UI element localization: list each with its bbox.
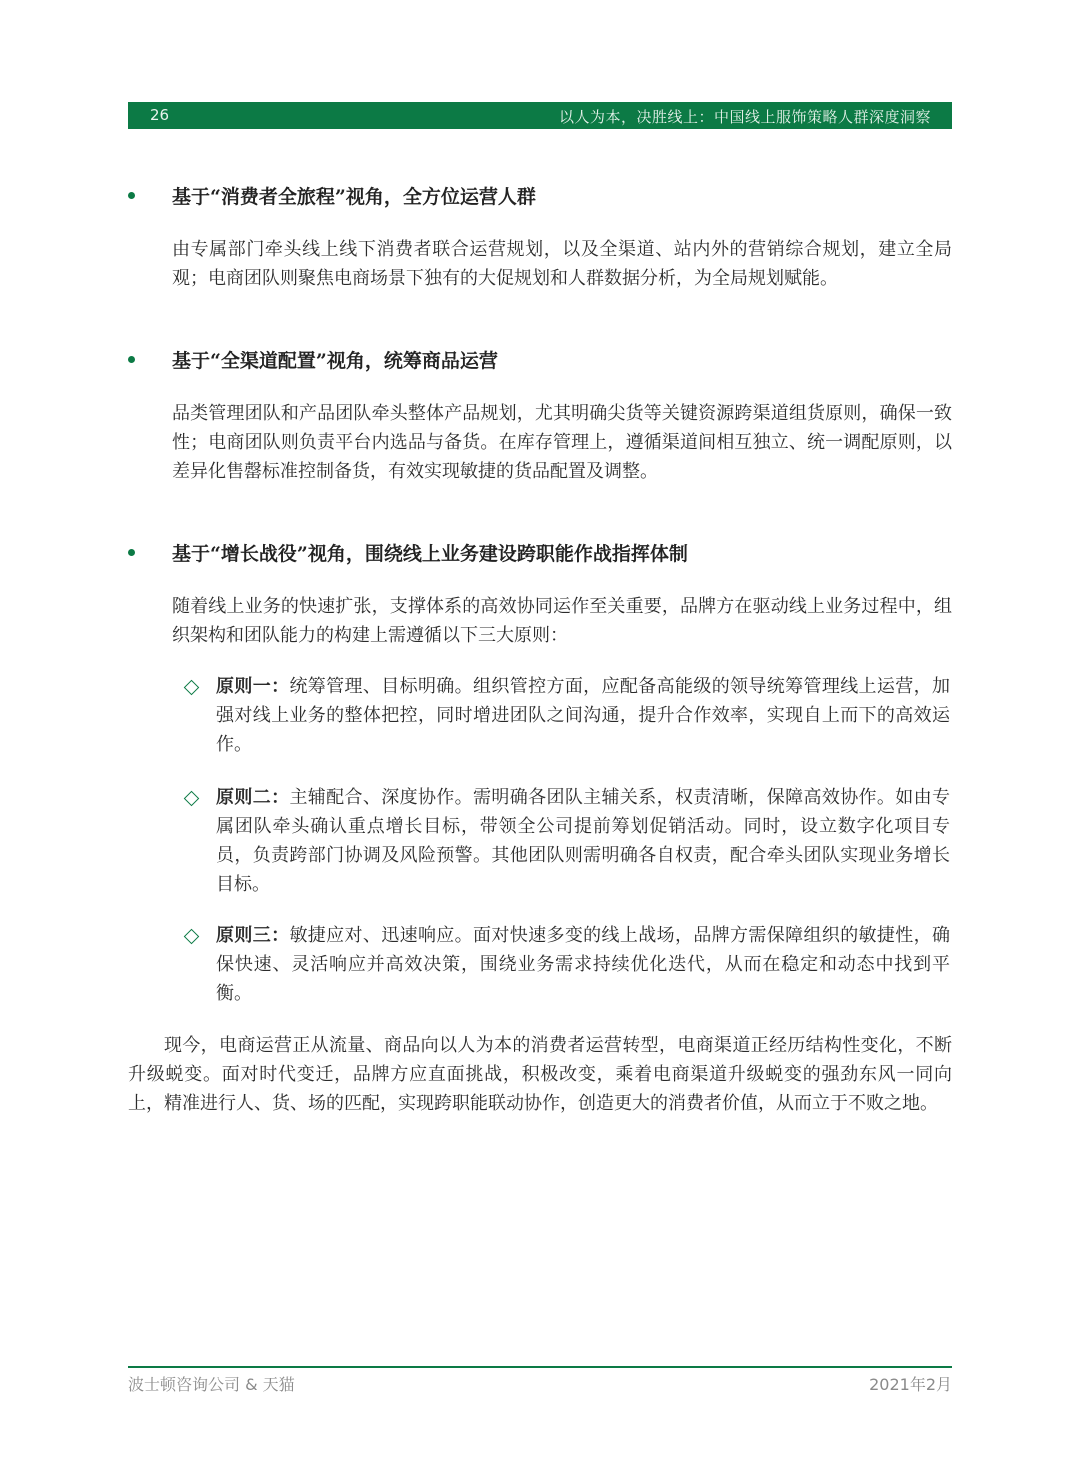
principle-item xyxy=(216,921,950,1008)
section-body: 随着线上业务的快速扩张，支撑体系的高效协同运作至关重要，品牌方在驱动线上业务过程中，组织架构和团队能力的构建上需遵循以下三大原则： xyxy=(172,596,952,646)
section-body: 品类管理团队和产品团队牵头整体产品规划，尤其明确尖货等关键资源跨渠道组货原则，确保一致性；电商团队则负责平台内选品与备货。在库存管理上，遵循渠道间相互独立、统一调配原则，以差异化售罄标准控制备货，有效实现敏捷的货品配置及调整。 xyxy=(172,403,952,482)
principle-text: 主辅配合、深度协作。需明确各团队主辅关系，权责清晰，保障高效协作。如由专属团队牵头确认重点增长目标，带领全公司提前筹划促销活动。同时，设立数字化项目专员，负责跨部门协调及风险预警。其他团队则需明确各自权责，配合牵头团队实现业务增长目标。 xyxy=(216,787,950,895)
principle-item xyxy=(216,783,950,899)
principle-text: 统筹管理、目标明确。组织管控方面，应配备高能级的领导统筹管理线上运营，加强对线上业务的整体把控，同时增进团队之间沟通，提升合作效率，实现自上而下的高效运作。 xyxy=(216,676,950,755)
footer-publisher: 波士顿咨询公司 & 天猫 xyxy=(128,1375,295,1394)
diamond-bullet-icon xyxy=(184,791,200,807)
section-title: 基于“增长战役”视角，围绕线上业务建设跨职能作战指挥体制 xyxy=(172,543,688,565)
page-header-bar xyxy=(128,102,952,129)
diamond-bullet-icon xyxy=(184,680,200,696)
principle-label: 原则一： xyxy=(216,676,290,697)
principle-label: 原则二： xyxy=(216,787,290,808)
bullet-icon xyxy=(128,192,135,199)
bullet-icon xyxy=(128,549,135,556)
footer-divider xyxy=(128,1366,952,1368)
principle-text: 敏捷应对、迅速响应。面对快速多变的线上战场，品牌方需保障组织的敏捷性，确保快速、灵活响应并高效决策，围绕业务需求持续优化迭代，从而在稳定和动态中找到平衡。 xyxy=(216,925,950,1004)
section-title: 基于“消费者全旅程”视角，全方位运营人群 xyxy=(172,186,536,208)
section-title: 基于“全渠道配置”视角，统筹商品运营 xyxy=(172,350,498,372)
principle-label: 原则三： xyxy=(216,925,290,946)
page-number: 26 xyxy=(150,106,170,124)
document-title: 以人为本，决胜线上：中国线上服饰策略人群深度洞察 xyxy=(558,108,931,126)
footer-date: 2021年2月 xyxy=(869,1375,952,1394)
section-body: 由专属部门牵头线上线下消费者联合运营规划，以及全渠道、站内外的营销综合规划，建立全局观；电商团队则聚焦电商场景下独有的大促规划和人群数据分析，为全局规划赋能。 xyxy=(172,239,952,289)
closing-paragraph: 现今，电商运营正从流量、商品向以人为本的消费者运营转型，电商渠道正经历结构性变化，不断升级蜕变。面对时代变迁，品牌方应直面挑战，积极改变，乘着电商渠道升级蜕变的强劲东风一同向上，精准进行人、货、场的匹配，实现跨职能联动协作，创造更大的消费者价值，从而立于不败之地。 xyxy=(128,1035,952,1114)
principle-item xyxy=(216,672,950,759)
diamond-bullet-icon xyxy=(184,929,200,945)
bullet-icon xyxy=(128,356,135,363)
